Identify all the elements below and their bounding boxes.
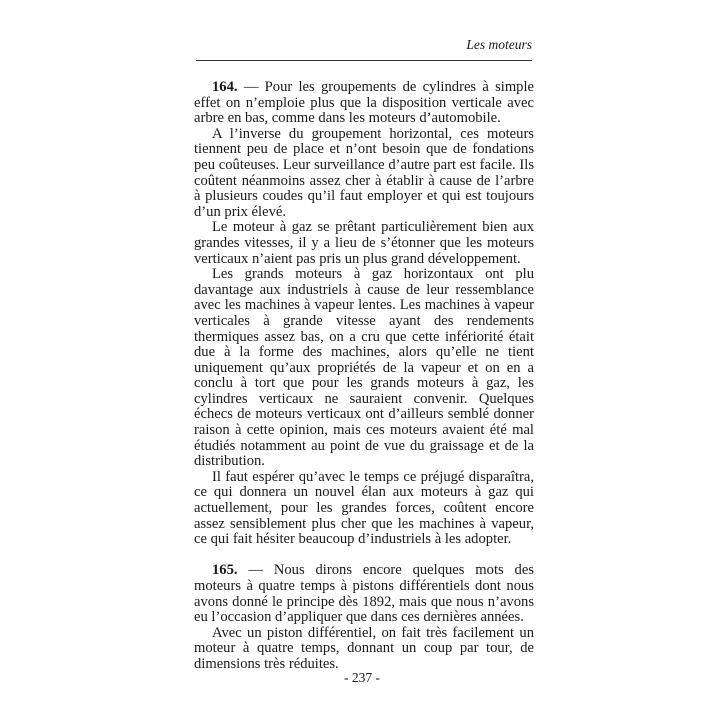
page-number: - 237 -	[344, 670, 380, 685]
section-number: 164.	[212, 79, 238, 95]
paragraph: Les grands moteurs à gaz horizontaux ont plu davantage aux industriels à cause de leur ressemblance avec les machines à vapeur lentes. Les machines à vapeur verticales à grande vitesse ayant des rendements thermiques assez bas, on a cru que cette infériorité était due à la forme des machines, alors qu’elle ne tient uniquement qu’aux propriétés de la vapeur et on en a conclu à tort que pour les grands moteurs à gaz, les cylindres verticaux ne sauraient convenir. Quelques échecs de moteurs verticaux ont d’ailleurs semblé donner raison à cette opinion, mais ces moteurs avaient été mal étudiés notamment au point de vue du graissage et de la distribution.	[194, 266, 534, 470]
paragraph: Il faut espérer qu’avec le temps ce préjugé disparaîtra, ce qui donnera un nouvel élan aux moteurs à gaz qui actuellement, pour les grandes forces, coûtent encore assez sensiblement plus cher que les machines à vapeur, ce qui fait hésiter beaucoup d’industriels à les adopter.	[194, 468, 534, 548]
paragraph	[194, 563, 534, 625]
running-title: Les moteurs	[466, 37, 532, 52]
paragraph: A l’inverse du groupement horizontal, ces moteurs tiennent peu de place et n’ont besoin que de fondations peu coûteuses. Leur surveillance d’autre part est facile. Ils coûtent néanmoins assez cher à établir à cause de l’arbre à plusieurs coudes qu’il faut employer et qui est toujours d’un prix élevé.	[194, 125, 534, 220]
section-number: 165.	[212, 562, 238, 579]
body-text	[194, 80, 534, 673]
paragraph: Le moteur à gaz se prêtant particulièrement bien aux grandes vitesses, il y a lieu de s’étonner que les moteurs verticaux n’aient pas pris un plus grand développement.	[194, 219, 534, 267]
paragraph-text: — Pour les groupements de cylindres à simple effet on n’emploie plus que la disposition verticale avec arbre en bas, comme dans les moteurs d’automobile.	[194, 79, 534, 127]
paragraph	[194, 80, 534, 127]
paragraph: Avec un piston différentiel, on fait très facilement un moteur à quatre temps, donnant un coup par tour, de dimensions très réduites.	[194, 624, 534, 672]
header-rule	[196, 60, 532, 61]
paragraph-text: — Nous dirons encore quelques mots des moteurs à quatre temps à pistons différentiels dont nous avons donné le principe dès 1892, mais que nous n’avons eu l’occasion d’appliquer que dans ces dernières années.	[194, 562, 534, 626]
